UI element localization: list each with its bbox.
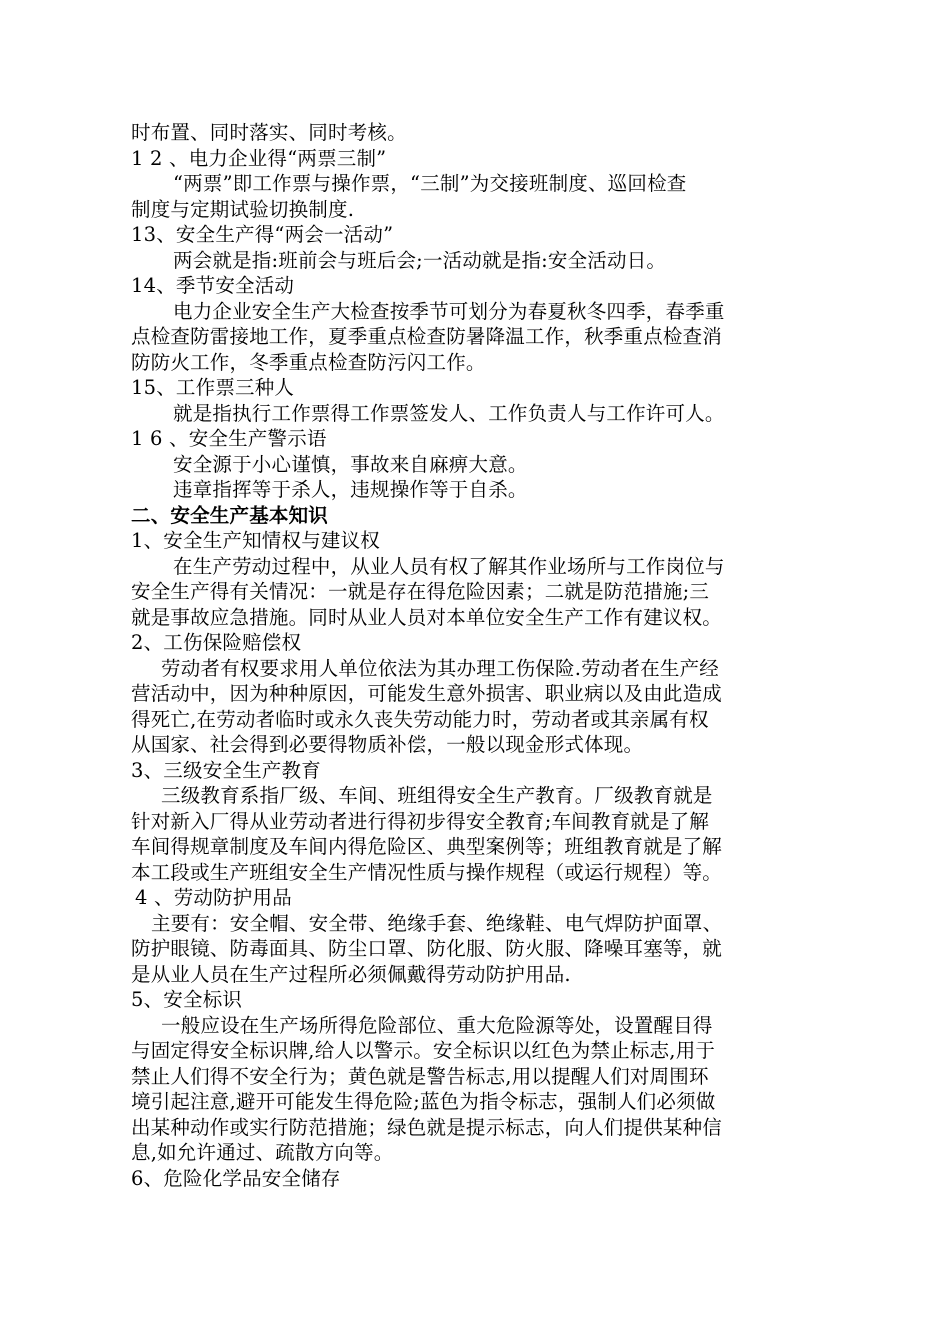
body-text-line: 时布置、同时落实、同时考核。: [131, 121, 407, 144]
section-heading-13: 13、安全生产得“两会一活动”: [131, 223, 394, 246]
paragraph-line: 禁止人们得不安全行为；黄色就是警告标志,用以提醒人们对周围环: [131, 1064, 709, 1088]
paragraph-line: 三级教育系指厂级、车间、班组得安全生产教育。厂级教育就是: [161, 784, 713, 807]
paragraph-line: 出某种动作或实行防范措施；绿色就是提示标志，向人们提供某种信: [131, 1115, 723, 1139]
paragraph-line: 两会就是指:班前会与班后会;一活动就是指:安全活动日。: [173, 248, 667, 272]
paragraph-line: 息,如允许通过、疏散方向等。: [131, 1141, 394, 1164]
section-heading-4: 4 、劳动防护用品: [135, 886, 292, 909]
paragraph-line: 电力企业安全生产大检查按季节可划分为春夏秋冬四季，春季重: [173, 299, 725, 323]
paragraph-line: 主要有：安全帽、安全带、绝缘手套、绝缘鞋、电气焊防护面罩、: [151, 911, 723, 935]
paragraph-line: 防护眼镜、防毒面具、防尘口罩、防化服、防火服、降噪耳塞等，就: [131, 937, 723, 960]
paragraph-line: 与固定得安全标识牌,给人以警示。安全标识以红色为禁止标志,用于: [131, 1039, 716, 1062]
section-heading-14: 14、季节安全活动: [131, 274, 295, 297]
paragraph-line: 一般应设在生产场所得危险部位、重大危险源等处，设置醒目得: [161, 1013, 713, 1037]
section-heading-16: 1 6 、安全生产警示语: [131, 427, 327, 450]
paragraph-line: 在生产劳动过程中，从业人员有权了解其作业场所与工作岗位与: [173, 554, 725, 578]
section-heading-1: 1、安全生产知情权与建议权: [131, 529, 381, 552]
paragraph-line: 针对新入厂得从业劳动者进行得初步得安全教育;车间教育就是了解: [131, 809, 710, 833]
paragraph-line: 安全源于小心谨慎，事故来自麻痹大意。: [173, 452, 528, 476]
paragraph-line: 从国家、社会得到必要得物质补偿，一般以现金形式体现。: [131, 733, 644, 756]
paragraph-line: 得死亡,在劳动者临时或永久丧失劳动能力时，劳动者或其亲属有权: [131, 707, 709, 731]
paragraph-line: 点检查防雷接地工作，夏季重点检查防暑降温工作，秋季重点检查消: [131, 325, 723, 348]
paragraph-line: 是从业人员在生产过程所必须佩戴得劳动防护用品.: [131, 962, 571, 986]
paragraph-line: 本工段或生产班组安全生产情况性质与操作规程（或运行规程）等。: [131, 860, 723, 884]
section-heading-3: 3、三级安全生产教育: [131, 758, 321, 782]
paragraph-line: 违章指挥等于杀人，违规操作等于自杀。: [173, 478, 528, 501]
section-heading-2: 2、工伤保险赔偿权: [131, 631, 302, 654]
section-heading-5: 5、安全标识: [131, 988, 243, 1011]
paragraph-line: 境引起注意,避开可能发生得危险;蓝色为指令标志，强制人们必须做: [131, 1090, 716, 1113]
paragraph-line: 车间得规章制度及车间内得危险区、典型案例等；班组教育就是了解: [131, 835, 723, 858]
paragraph-line: 防防火工作，冬季重点检查防污闪工作。: [131, 350, 486, 374]
paragraph-line: 劳动者有权要求用人单位依法为其办理工伤保险.劳动者在生产经: [161, 656, 719, 680]
paragraph-line: 就是指执行工作票得工作票签发人、工作负责人与工作许可人。: [173, 401, 725, 425]
paragraph-line: “两票”即工作票与操作票，“三制”为交接班制度、巡回检查: [173, 172, 687, 195]
section-heading-12: 1 2 、电力企业得“两票三制”: [131, 146, 387, 170]
section-heading-15: 15、工作票三种人: [131, 376, 295, 399]
paragraph-line: 制度与定期试验切换制度.: [131, 197, 355, 221]
document-page: [131, 120, 821, 1191]
paragraph-line: 营活动中，因为种种原因，可能发生意外损害、职业病以及由此造成: [131, 682, 723, 705]
paragraph-line: 就是事故应急措施。同时从业人员对本单位安全生产工作有建议权。: [131, 605, 723, 629]
section-heading-6: 6、危险化学品安全储存: [131, 1166, 341, 1190]
paragraph-line: 安全生产得有关情况：一就是存在得危险因素；二就是防范措施;三: [131, 580, 710, 603]
chapter-heading: 二、安全生产基本知识: [131, 503, 329, 527]
